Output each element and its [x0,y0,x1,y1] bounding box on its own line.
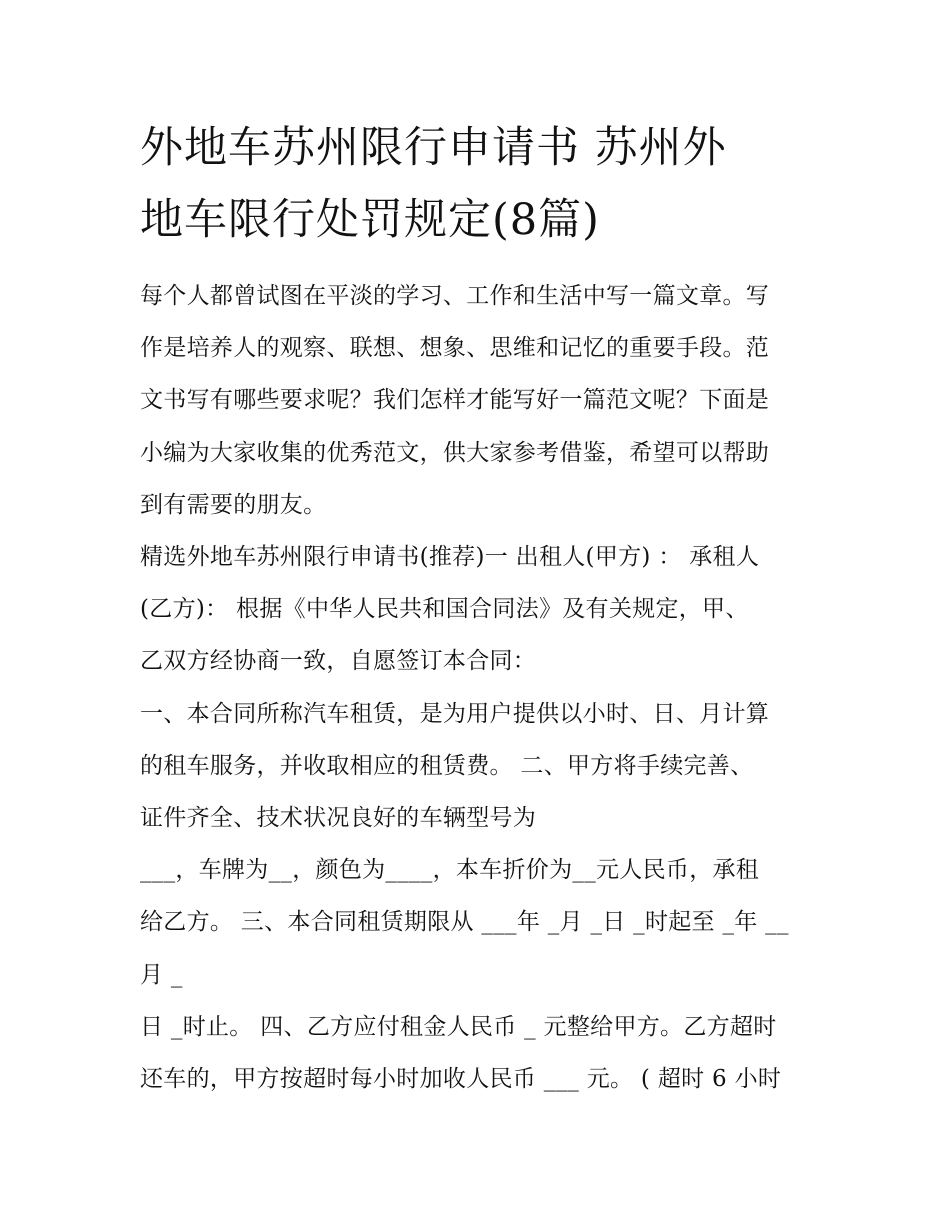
title-line: 地车限行处罚规定(8篇) [140,195,600,245]
text-line: 证件齐全、技术状况良好的车辆型号为 [140,805,537,832]
text-line: 乙双方经协商一致，自愿签订本合同： [140,648,537,675]
text-line: 小编为大家收集的优秀范文，供大家参考借鉴，希望可以帮助 [140,439,770,466]
text-line: 文书写有哪些要求呢？我们怎样才能写好一篇范文呢？下面是 [140,387,770,414]
text-line: 每个人都曾试图在平淡的学习、工作和生活中写一篇文章。写 [140,283,770,309]
text-line: 还车的，甲方按超时每小时加收人民币 ___ 元。 ( 超时 6 小时 [140,1066,782,1093]
title-line: 外地车苏州限行申请书 苏州外 [140,123,727,173]
text-line: ___，车牌为__，颜色为____，本车折价为__元人民币，承租 [140,857,760,884]
text-line: (乙方)： 根据《中华人民共和国合同法》及有关规定，甲、 [140,596,749,623]
text-line: 作是培养人的观察、联想、想象、思维和记忆的重要手段。范 [140,335,770,362]
document-page [140,112,812,1105]
text-line: 精选外地车苏州限行申请书(推荐)一 出租人(甲方) ： 承租人 [140,544,760,571]
contract-body [140,531,812,1105]
text-line: 到有需要的朋友。 [140,491,327,518]
document-title [140,112,812,256]
text-line: 给乙方。 三、本合同租赁期限从 ___年 _月 _日 _时起至 _年 __ [140,909,789,936]
text-line: 的租车服务，并收取相应的租赁费。 二、甲方将手续完善、 [140,752,754,779]
text-line: 一、本合同所称汽车租赁，是为用户提供以小时、日、月计算 [140,700,770,727]
intro-paragraph [140,270,812,531]
text-line: 月 _ [140,961,183,988]
text-line: 日 _时止。 四、乙方应付租金人民币 _ 元整给甲方。乙方超时 [140,1013,777,1040]
